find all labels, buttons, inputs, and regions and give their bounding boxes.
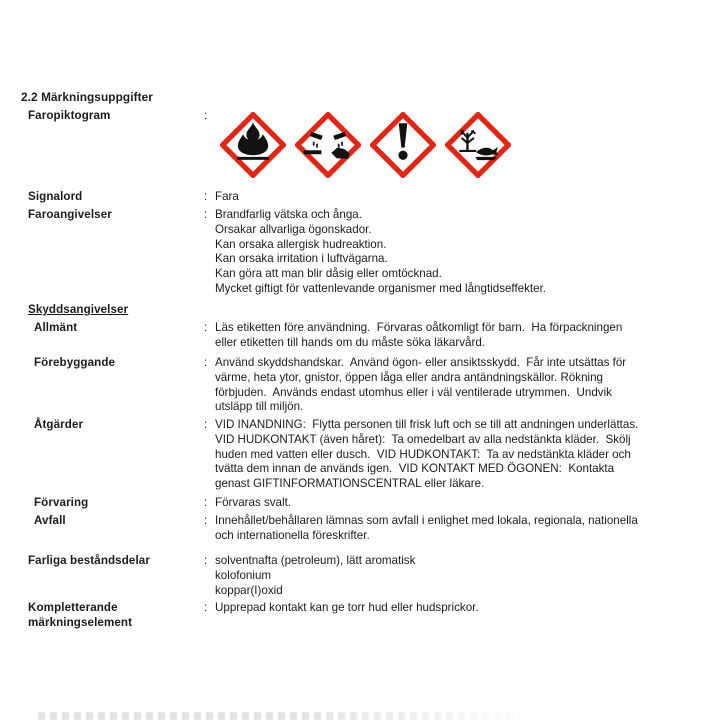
section-heading: 2.2 Märkningsuppgifter	[21, 90, 153, 104]
field-value-line: Använd skyddshandskar. Använd ögon- eller ansiktsskydd. Får inte utsättas för	[215, 356, 627, 369]
colon-separator: :	[204, 190, 208, 203]
colon-separator: :	[204, 601, 208, 614]
field-label: Åtgärder	[34, 418, 84, 431]
field-value-line: solventnafta (petroleum), lätt aromatisk	[215, 554, 416, 567]
field-value-line: huden med vatten eller dusch. VID HUDKONTAKT: Ta av nedstänkta kläder och	[215, 447, 631, 461]
field-row-avfall	[0, 514, 720, 544]
field-value-line: Kan göra att man blir dåsig eller omtöcknad.	[215, 267, 442, 281]
subheader-label: Skyddsangivelser	[28, 303, 129, 316]
field-value-line: VID INANDNING: Flytta personen till frisk luft och se till att andningen underlättas.	[215, 418, 639, 431]
ghs-pictogram-strip	[220, 112, 511, 178]
field-label: Signalord	[28, 190, 83, 203]
field-value-line: Upprepad kontakt kan ge torr hud eller hudsprickor.	[215, 601, 479, 614]
field-value-line: kolofonium	[215, 568, 272, 582]
field-label: Förvaring	[34, 496, 89, 509]
field-row-farliga-bestandsdelar	[0, 554, 720, 598]
colon-separator: :	[204, 356, 208, 369]
field-row-allmant	[0, 321, 720, 351]
field-value-line: och internationella föreskrifter.	[215, 528, 370, 542]
field-value-line: Innehållet/behållaren lämnas som avfall i enlighet med lokala, regionala, nationella	[215, 514, 638, 527]
colon-separator: :	[204, 514, 208, 527]
colon-separator: :	[204, 109, 208, 122]
field-value-line: Brandfarlig vätska och ånga.	[215, 208, 362, 221]
field-value-line: Orsakar allvarliga ögonskador.	[215, 222, 372, 236]
corrosion-pictogram-icon	[295, 112, 361, 178]
field-row-signalord	[0, 190, 720, 205]
field-value-line: Mycket giftigt för vattenlevande organismer med långtidseffekter.	[215, 281, 547, 295]
flame-pictogram-icon	[220, 112, 286, 178]
field-row-kompletterande-markningselement	[0, 601, 720, 629]
flame-base-bar	[237, 157, 269, 160]
field-value-line: förbjuden. Används endast utomhus eller i väl ventilerade utrymmen. Undvik	[215, 385, 612, 399]
field-value-line: värme, heta ytor, gnistor, öppen låga eller andra antändningskällor. Rökning	[215, 370, 603, 384]
colon-separator: :	[204, 554, 208, 567]
field-value-line: Kan orsaka irritation i luftvägarna.	[215, 252, 388, 266]
field-row-forebyggande	[0, 356, 720, 415]
pictogram-diamond-frame	[448, 115, 509, 176]
field-row-faroangivelser	[0, 208, 720, 297]
field-label: Avfall	[34, 514, 66, 527]
field-value-line: utsläpp till miljön.	[215, 400, 304, 414]
field-label: Allmänt	[34, 321, 78, 334]
colon-separator: :	[204, 321, 208, 334]
colon-separator: :	[204, 418, 208, 431]
field-value-line: Kan orsaka allergisk hudreaktion.	[215, 237, 387, 251]
field-label-faropiktogram: Faropiktogram	[28, 109, 111, 122]
exclamation-mark-pictogram-icon	[370, 112, 436, 178]
cut-off-footer-text-remnant	[38, 712, 538, 720]
colon-separator: :	[204, 208, 208, 221]
field-value-line: Förvaras svalt.	[215, 496, 292, 509]
field-label: Farliga beståndsdelar	[28, 554, 150, 567]
pictogram-diamond-frame	[298, 115, 359, 176]
field-row-forvaring	[0, 496, 720, 511]
field-label: Förebyggande	[34, 356, 116, 369]
field-label: Kompletterande märkningselement	[28, 601, 133, 629]
field-value-line: tvätta dem innan de används igen. VID KONTAKT MED ÖGONEN: Kontakta	[215, 462, 615, 476]
field-value-line: koppar(I)oxid	[215, 583, 283, 597]
field-label: Faroangivelser	[28, 208, 112, 221]
field-row-atgarder	[0, 418, 720, 492]
field-value-line: Läs etiketten före användning. Förvaras oåtkomligt för barn. Ha förpackningen	[215, 321, 623, 334]
colon-separator: :	[204, 496, 208, 509]
field-value-line: eller etiketten till hands om du måste söka läkarvård.	[215, 335, 486, 349]
field-value-line: genast GIFTINFORMATIONSCENTRAL eller läkare.	[215, 477, 485, 491]
field-value-line: Fara	[215, 190, 239, 203]
field-value-line: VID HUDKONTAKT (även håret): Ta omedelbart av alla nedstänkta kläder. Skölj	[215, 432, 631, 446]
environment-pictogram-icon	[445, 112, 511, 178]
